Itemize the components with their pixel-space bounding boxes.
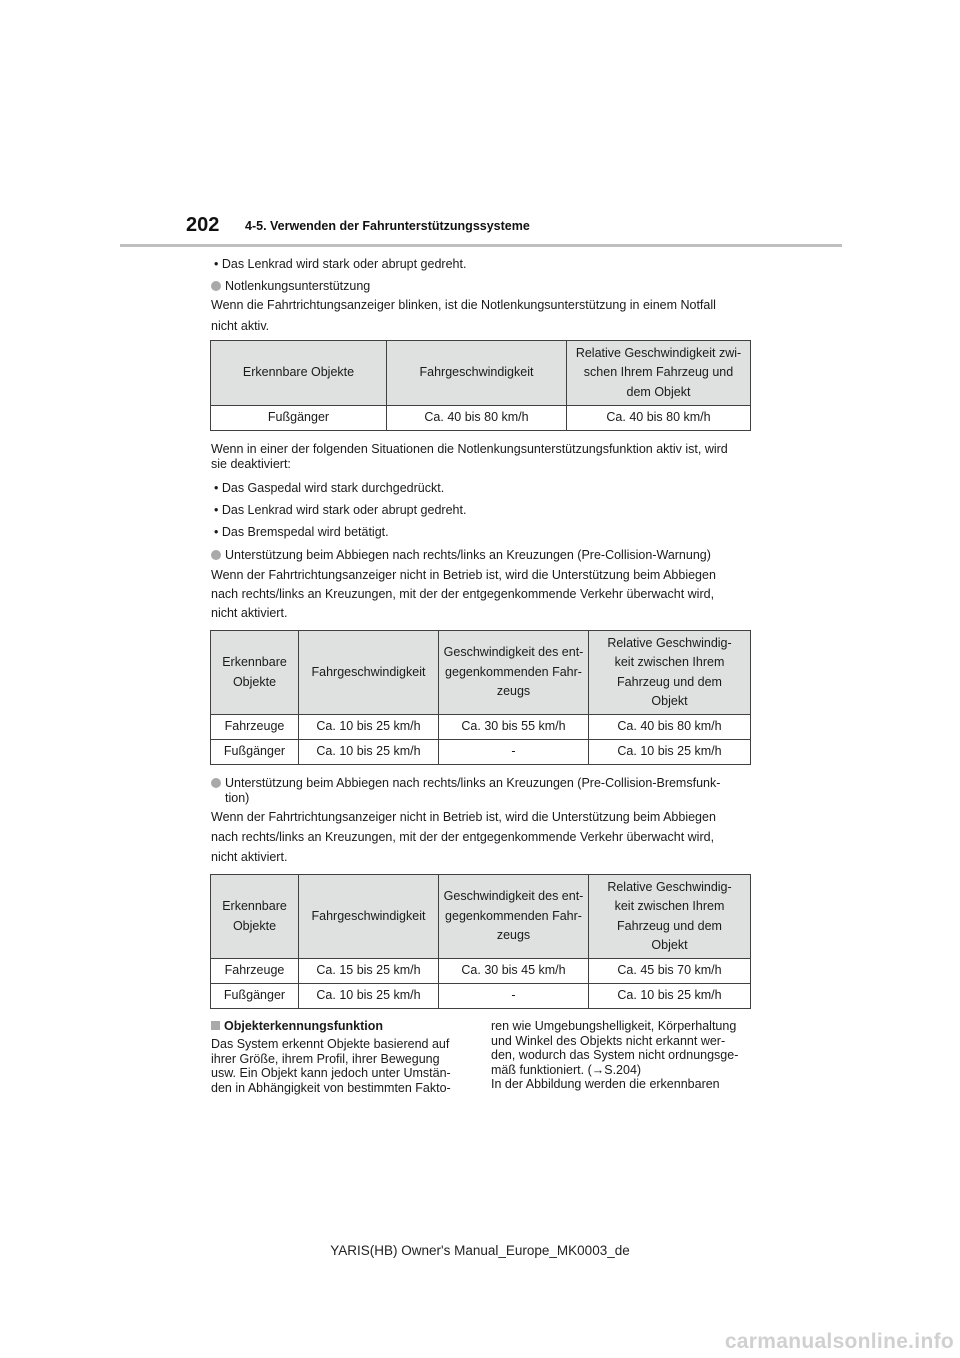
paragraph-line: Wenn der Fahrtrichtungsanzeiger nicht in Betrieb ist, wird die Unterstützung beim Abbiegen — [211, 810, 716, 824]
bullet-item: • Das Bremspedal wird betätigt. — [214, 525, 389, 539]
table-header-row — [211, 875, 751, 959]
paragraph-line: In der Abbildung werden die erkennbaren — [491, 1077, 720, 1091]
header-cell: Fahrgeschwindigkeit — [299, 631, 439, 715]
chapter-title: 4-5. Verwenden der Fahrunterstützungssysteme — [245, 219, 530, 233]
paragraph-line: mäß funktioniert. (→S.204) — [491, 1062, 642, 1077]
section-heading-emergency-steering: Notlenkungsunterstützung — [211, 279, 370, 294]
table-header-row — [211, 631, 751, 715]
table-cell: Ca. 10 bis 25 km/h — [589, 740, 751, 765]
table-row — [211, 959, 751, 984]
bullet-item: • Das Lenkrad wird stark oder abrupt gedreht. — [214, 503, 467, 517]
table-cell: Fußgänger — [211, 406, 387, 431]
paragraph-line: nach rechts/links an Kreuzungen, mit der der entgegenkommende Verkehr überwacht wird, — [211, 830, 715, 844]
paragraph-line: Wenn der Fahrtrichtungsanzeiger nicht in Betrieb ist, wird die Unterstützung beim Abbiegen — [211, 568, 716, 582]
header-cell: Relative Geschwindigkeit zwi- schen Ihrem Fahrzeug und dem Objekt — [567, 341, 751, 406]
table-cell: Ca. 10 bis 25 km/h — [299, 715, 439, 740]
page-number: 202 — [186, 214, 220, 236]
table-cell: Ca. 10 bis 25 km/h — [299, 984, 439, 1009]
table-cell: - — [439, 984, 589, 1009]
table-cell: Ca. 40 bis 80 km/h — [567, 406, 751, 431]
right-column-text — [491, 1019, 761, 1092]
paragraph-line: und Winkel des Objekts nicht erkannt wer- — [491, 1033, 726, 1048]
table-row — [211, 740, 751, 765]
paragraph-line: den, wodurch das System nicht ordnungsge- — [491, 1048, 739, 1062]
table-cell: Ca. 10 bis 25 km/h — [589, 984, 751, 1009]
table-cell: Ca. 10 bis 25 km/h — [299, 740, 439, 765]
paragraph-line: ihrer Größe, ihrem Profil, ihrer Bewegung — [211, 1051, 440, 1066]
footer-manual-id: YARIS(HB) Owner's Manual_Europe_MK0003_de — [330, 1243, 630, 1258]
header-cell: Geschwindigkeit des ent- gegenkommenden Fahr- zeugs — [439, 875, 589, 959]
header-divider — [120, 244, 842, 247]
table-cell: Ca. 15 bis 25 km/h — [299, 959, 439, 984]
bullet-dot-icon — [211, 550, 221, 560]
table-cell: Ca. 30 bis 55 km/h — [439, 715, 589, 740]
table-cell: Ca. 30 bis 45 km/h — [439, 959, 589, 984]
table-emergency-steering — [210, 340, 751, 431]
section-heading-object-detection: Objekterkennungsfunktion — [211, 1019, 383, 1034]
header-cell: Fahrgeschwindigkeit — [299, 875, 439, 959]
bullet-dot-icon — [211, 778, 221, 788]
left-column-text — [211, 1037, 481, 1095]
table-cell: Fußgänger — [211, 740, 299, 765]
header-cell: Erkennbare Objekte — [211, 631, 299, 715]
section-heading-turn-brake: Unterstützung beim Abbiegen nach rechts/links an Kreuzungen (Pre-Collision-Bremsfunk- — [211, 776, 720, 791]
section-heading-turn-warning: Unterstützung beim Abbiegen nach rechts/links an Kreuzungen (Pre-Collision-Warnung) — [211, 548, 711, 563]
header-cell: Erkennbare Objekte — [211, 875, 299, 959]
bullet-steering: • Das Lenkrad wird stark oder abrupt gedreht. — [214, 257, 467, 271]
paragraph-line: nicht aktiviert. — [211, 850, 288, 864]
header-cell: Erkennbare Objekte — [211, 341, 387, 406]
table-turn-warning — [210, 630, 751, 765]
header-cell: Relative Geschwindig- keit zwischen Ihrem Fahrzeug und dem Objekt — [589, 875, 751, 959]
paragraph-line: nicht aktiv. — [211, 319, 270, 333]
table-header-row — [211, 341, 751, 406]
paragraph-line: den in Abhängigkeit von bestimmten Fakto- — [211, 1080, 451, 1095]
table-cell: - — [439, 740, 589, 765]
paragraph-line: nach rechts/links an Kreuzungen, mit der der entgegenkommende Verkehr überwacht wird, — [211, 587, 715, 601]
paragraph-line: ren wie Umgebungshelligkeit, Körperhaltung — [491, 1019, 737, 1033]
paragraph-line: Wenn in einer der folgenden Situationen die Notlenkungsunterstützungsfunktion aktiv ist, wird — [211, 442, 728, 456]
paragraph-line: sie deaktiviert: — [211, 457, 291, 471]
paragraph-line: usw. Ein Objekt kann jedoch unter Umstän- — [211, 1066, 451, 1080]
table-row — [211, 984, 751, 1009]
paragraph-line: Wenn die Fahrtrichtungsanzeiger blinken, ist die Notlenkungsunterstützung in einem Notfall — [211, 298, 716, 312]
header-cell: Fahrgeschwindigkeit — [387, 341, 567, 406]
paragraph-line: nicht aktiviert. — [211, 606, 288, 620]
bullet-dot-icon — [211, 281, 221, 291]
table-row — [211, 406, 751, 431]
table-cell: Ca. 40 bis 80 km/h — [387, 406, 567, 431]
square-bullet-icon — [211, 1021, 220, 1030]
paragraph-line: Das System erkennt Objekte basierend auf — [211, 1037, 450, 1051]
header-cell: Relative Geschwindig- keit zwischen Ihrem Fahrzeug und dem Objekt — [589, 631, 751, 715]
table-cell: Fahrzeuge — [211, 715, 299, 740]
bullet-item: • Das Gaspedal wird stark durchgedrückt. — [214, 481, 445, 495]
table-cell: Ca. 40 bis 80 km/h — [589, 715, 751, 740]
table-turn-brake — [210, 874, 751, 1009]
header-cell: Geschwindigkeit des ent- gegenkommenden Fahr- zeugs — [439, 631, 589, 715]
table-cell: Fußgänger — [211, 984, 299, 1009]
table-cell: Fahrzeuge — [211, 959, 299, 984]
section-heading-continued: tion) — [225, 791, 250, 805]
watermark: carmanualsonline.info — [724, 1330, 954, 1353]
table-row — [211, 715, 751, 740]
table-cell: Ca. 45 bis 70 km/h — [589, 959, 751, 984]
